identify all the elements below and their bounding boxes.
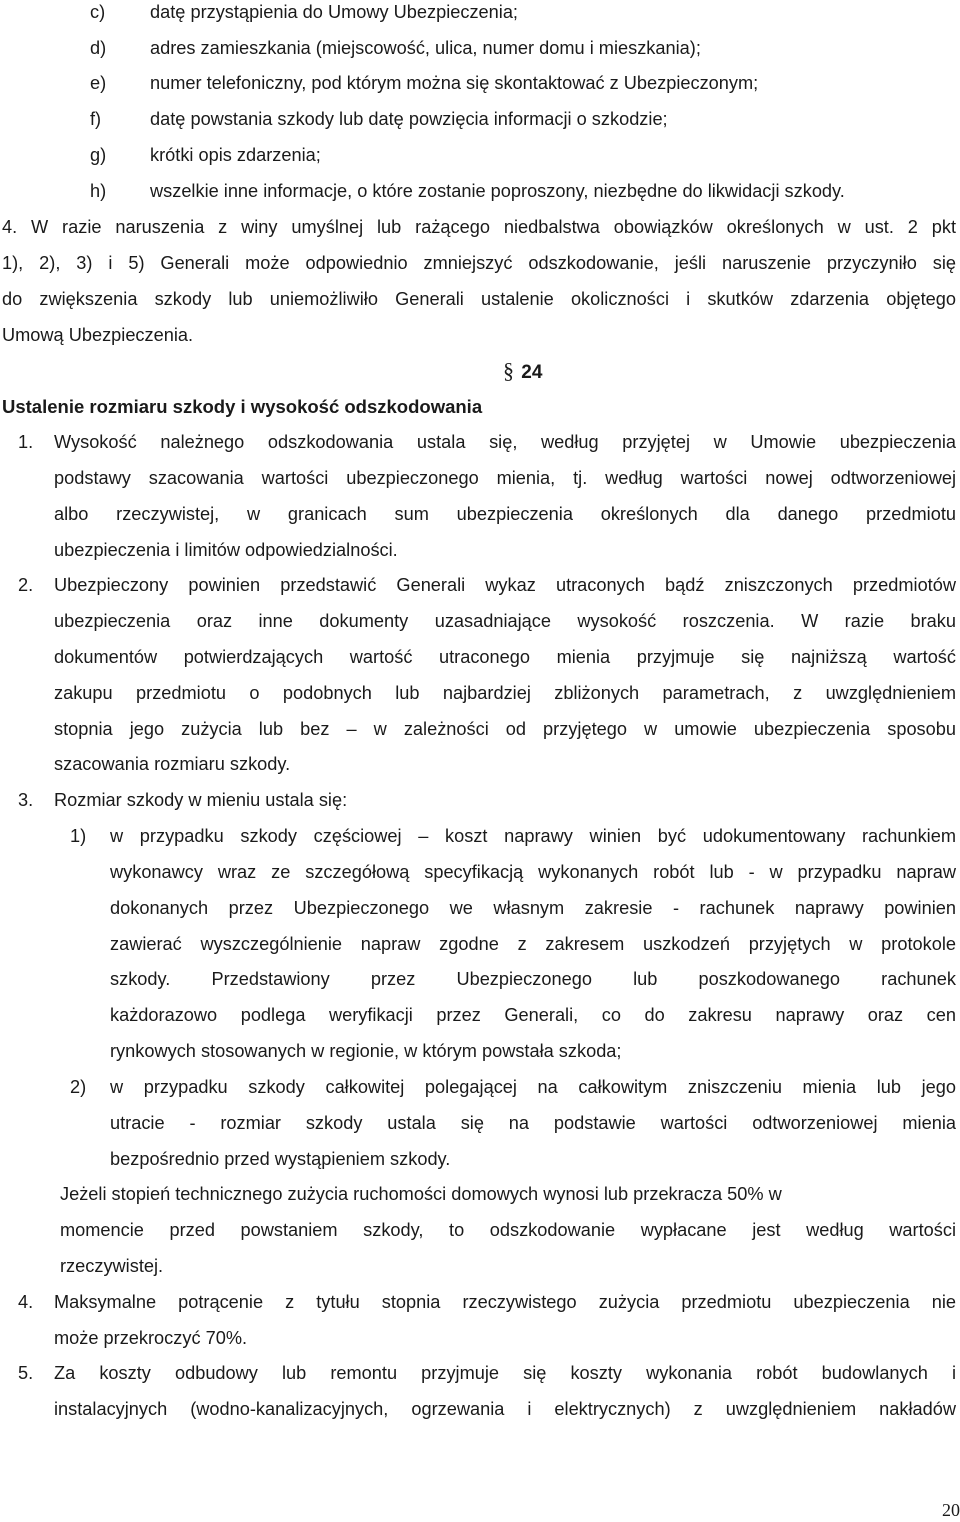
point-number: 5. <box>18 1363 34 1383</box>
point-line: Maksymalne potrącenie z tytułu stopnia rzeczywistego zużycia przedmiotu ubezpieczenia nie <box>54 1292 956 1312</box>
point-line: instalacyjnych (wodno-kanalizacyjnych, ogrzewania i elektrycznych) z uwzględnieniem nakładów <box>54 1399 956 1419</box>
point-number: 1. <box>18 432 34 452</box>
paragraph-line: do zwiększenia szkody lub uniemożliwiło Generali ustalenie okoliczności i skutków zdarzenia objętego <box>2 289 956 309</box>
paragraph-line: rzeczywistej. <box>60 1256 164 1276</box>
section-number-value: 24 <box>521 362 543 383</box>
subpoint-line: dokonanych przez Ubezpieczonego we własnym zakresie - rachunek naprawy powinien <box>110 898 956 918</box>
list-text: datę przystąpienia do Umowy Ubezpieczenia; <box>150 2 518 22</box>
paragraph-line: Umową Ubezpieczenia. <box>2 325 194 345</box>
paragraph-line: Jeżeli stopień technicznego zużycia ruchomości domowych wynosi lub przekracza 50% w <box>60 1184 782 1204</box>
list-text: wszelkie inne informacje, o które zostanie poproszony, niezbędne do likwidacji szkody. <box>150 181 845 201</box>
paragraph-line: momencie przed powstaniem szkody, to odszkodowanie wypłacane jest według wartości <box>60 1220 956 1240</box>
section-number <box>503 359 542 385</box>
list-label: e) <box>90 73 107 93</box>
point-number: 3. <box>18 790 34 810</box>
page-number: 20 <box>942 1500 960 1520</box>
list-text: numer telefoniczny, pod którym można się skontaktować z Ubezpieczonym; <box>150 73 759 93</box>
subpoint-line: szkody. Przedstawiony przez Ubezpieczonego lub poszkodowanego rachunek <box>110 969 956 989</box>
section-heading: Ustalenie rozmiaru szkody i wysokość odszkodowania <box>2 396 483 417</box>
subpoint-line: utracie - rozmiar szkody ustala się na podstawie wartości odtworzeniowej mienia <box>110 1113 956 1133</box>
list-label: c) <box>90 2 106 22</box>
subpoint-line: każdorazowo podlega weryfikacji przez Generali, co do zakresu naprawy oraz cen <box>110 1005 956 1025</box>
list-text: adres zamieszkania (miejscowość, ulica, numer domu i mieszkania); <box>150 38 701 58</box>
point-line: stopnia jego zużycia lub bez – w zależności od przyjętego w umowie ubezpieczenia sposobu <box>54 719 956 739</box>
subpoint-line: wykonawcy wraz ze szczegółową specyfikacją wykonanych robót lub - w przypadku napraw <box>110 862 956 882</box>
point-line: dokumentów potwierdzających wartość utraconego mienia przyjmuje się najniższą wartość <box>54 647 956 667</box>
list-label: h) <box>90 181 107 201</box>
point-line: może przekroczyć 70%. <box>54 1328 248 1348</box>
list-label: d) <box>90 38 107 58</box>
point-line: Za koszty odbudowy lub remontu przyjmuje się koszty wykonania robót budowlanych i <box>54 1363 956 1383</box>
point-number: 2. <box>18 575 34 595</box>
point-line: Wysokość należnego odszkodowania ustala się, według przyjętej w Umowie ubezpieczenia <box>54 432 956 452</box>
list-label: f) <box>90 109 102 129</box>
paragraph-line: 4. W razie naruszenia z winy umyślnej lub rażącego niedbalstwa obowiązków określonych w ust. 2 pkt <box>2 217 956 237</box>
subpoint-line: w przypadku szkody częściowej – koszt naprawy winien być udokumentowany rachunkiem <box>110 826 956 846</box>
subpoint-line: rynkowych stosowanych w regionie, w którym powstała szkoda; <box>110 1041 622 1061</box>
paragraph-line: 1), 2), 3) i 5) Generali może odpowiednio zmniejszyć odszkodowanie, jeśli naruszenie przyczyniło się <box>2 253 956 273</box>
point-line: szacowania rozmiaru szkody. <box>54 754 291 774</box>
list-text: datę powstania szkody lub datę powzięcia informacji o szkodzie; <box>150 109 668 129</box>
point-line: albo rzeczywistej, w granicach sum ubezpieczenia określonych dla danego przedmiotu <box>54 504 956 524</box>
list-label: g) <box>90 145 107 165</box>
point-number: 4. <box>18 1292 34 1312</box>
section-symbol: § <box>503 358 514 383</box>
subpoint-number: 2) <box>70 1077 87 1097</box>
subpoint-line: bezpośrednio przed wystąpieniem szkody. <box>110 1149 451 1169</box>
subpoint-line: zawierać wyszczególnienie napraw zgodne z zakresem uszkodzeń przyjętych w protokole <box>110 934 956 954</box>
point-line: ubezpieczenia i limitów odpowiedzialności. <box>54 540 398 560</box>
point-line: podstawy szacowania wartości ubezpieczonego mienia, tj. według wartości nowej odtworzeniowej <box>54 468 956 488</box>
point-line: Rozmiar szkody w mieniu ustala się: <box>54 790 348 810</box>
subpoint-number: 1) <box>70 826 87 846</box>
point-line: Ubezpieczony powinien przedstawić Generali wykaz utraconych bądź zniszczonych przedmiotów <box>54 575 956 595</box>
point-line: zakupu przedmiotu o podobnych lub najbardziej zbliżonych parametrach, z uwzględnieniem <box>54 683 956 703</box>
point-line: ubezpieczenia oraz inne dokumenty uzasadniające wysokość roszczenia. W razie braku <box>54 611 956 631</box>
subpoint-line: w przypadku szkody całkowitej polegającej na całkowitym zniszczeniu mienia lub jego <box>110 1077 956 1097</box>
list-text: krótki opis zdarzenia; <box>150 145 321 165</box>
